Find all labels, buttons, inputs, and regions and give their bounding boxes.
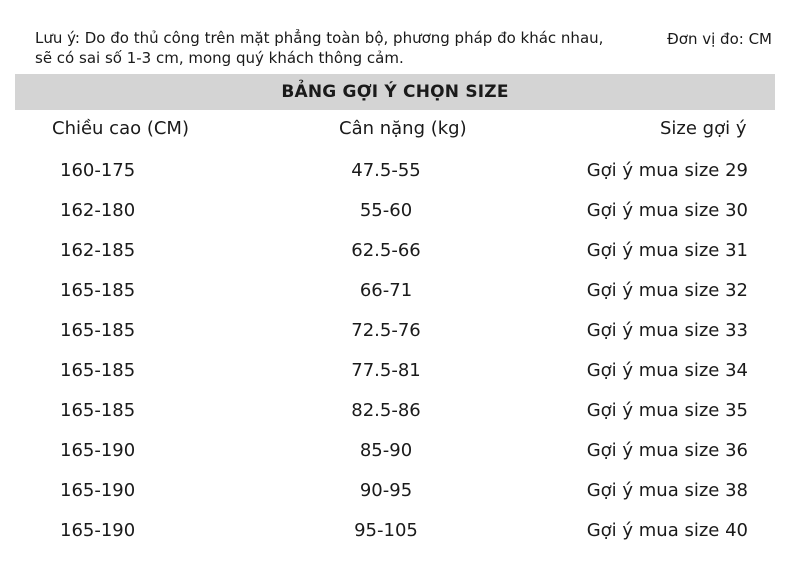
weight-cell: 55-60 [359,200,413,221]
size-chart-title-bar [15,74,775,110]
weight-cell: 77.5-81 [351,360,421,381]
height-cell: 165-185 [60,280,136,301]
size-cell: Gợi ý mua size 40 [586,520,748,541]
table-row [0,200,790,240]
height-cell: 165-185 [60,320,136,341]
size-cell: Gợi ý mua size 34 [586,360,748,381]
height-cell: 165-190 [60,440,136,461]
table-row [0,400,790,440]
size-cell: Gợi ý mua size 38 [586,480,748,501]
measurement-note [35,28,604,68]
height-cell: 160-175 [60,160,136,181]
table-row [0,440,790,480]
table-row [0,240,790,280]
weight-cell: 85-90 [359,440,413,461]
size-cell: Gợi ý mua size 35 [586,400,748,421]
size-cell: Gợi ý mua size 33 [586,320,748,341]
unit-label: Đơn vị đo: CM [667,30,772,48]
column-header-size: Size gợi ý [660,118,747,139]
height-cell: 165-190 [60,520,136,541]
note-line-2: sẽ có sai số 1-3 cm, mong quý khách thông cảm. [35,49,404,67]
table-row [0,360,790,400]
weight-cell: 66-71 [359,280,413,301]
table-row [0,480,790,520]
height-cell: 165-190 [60,480,136,501]
weight-cell: 95-105 [354,520,418,541]
weight-cell: 82.5-86 [351,400,421,421]
size-chart-title: BẢNG GỢI Ý CHỌN SIZE [281,82,509,102]
size-cell: Gợi ý mua size 29 [586,160,748,181]
table-row [0,320,790,360]
table-row [0,160,790,200]
note-line-1: Lưu ý: Do đo thủ công trên mặt phẳng toàn bộ, phương pháp đo khác nhau, [35,29,604,47]
weight-cell: 62.5-66 [351,240,421,261]
height-cell: 165-185 [60,400,136,421]
size-cell: Gợi ý mua size 31 [586,240,748,261]
size-cell: Gợi ý mua size 32 [586,280,748,301]
table-row [0,520,790,560]
table-header [0,118,790,144]
weight-cell: 47.5-55 [351,160,421,181]
height-cell: 162-180 [60,200,136,221]
table-row [0,280,790,320]
size-cell: Gợi ý mua size 30 [586,200,748,221]
column-header-height: Chiều cao (CM) [52,118,189,139]
size-table-body [0,160,790,560]
column-header-weight: Cân nặng (kg) [339,118,467,139]
weight-cell: 72.5-76 [351,320,421,341]
weight-cell: 90-95 [359,480,413,501]
height-cell: 162-185 [60,240,136,261]
height-cell: 165-185 [60,360,136,381]
size-cell: Gợi ý mua size 36 [586,440,748,461]
